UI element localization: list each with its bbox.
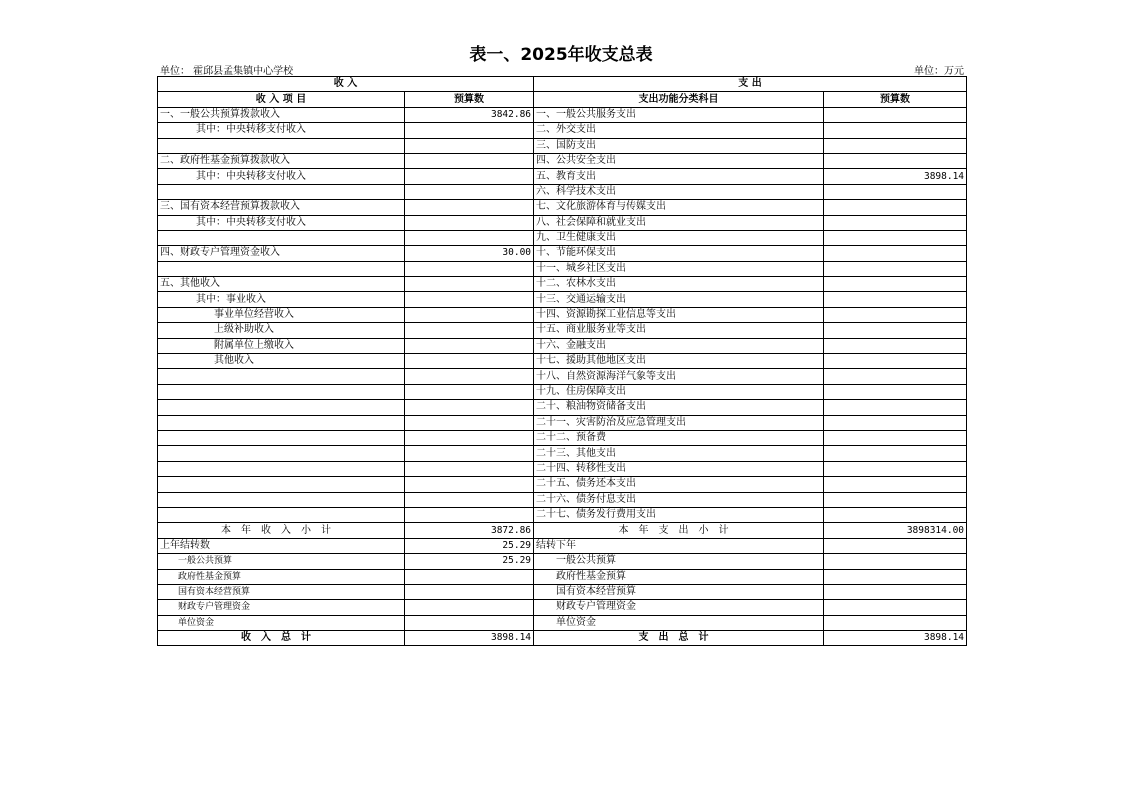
expense-value: 3898.14 [824, 169, 967, 184]
expense-item: 一般公共预算 [534, 554, 824, 569]
expense-item: 结转下年 [534, 538, 824, 553]
income-item: 一、一般公共预算拨款收入 [158, 107, 405, 122]
expense-value [824, 292, 967, 307]
expense-value [824, 415, 967, 430]
income-value [405, 123, 534, 138]
income-item: 其中：中央转移支付收入 [158, 123, 405, 138]
expense-item: 二十四、转移性支出 [534, 461, 824, 476]
table-row [158, 415, 967, 430]
expense-item: 十二、农林水支出 [534, 277, 824, 292]
income-value [405, 446, 534, 461]
expense-value [824, 277, 967, 292]
table-row [158, 461, 967, 476]
income-value [405, 338, 534, 353]
income-total-value: 3898.14 [405, 631, 534, 646]
income-item [158, 369, 405, 384]
carryover-row [158, 538, 967, 553]
section-header-row [158, 77, 967, 92]
expense-item: 一、一般公共服务支出 [534, 107, 824, 122]
income-item: 其他收入 [158, 354, 405, 369]
income-value [405, 400, 534, 415]
expense-item: 五、教育支出 [534, 169, 824, 184]
table-row [158, 200, 967, 215]
expense-value [824, 461, 967, 476]
income-value [405, 292, 534, 307]
expense-subtotal-label: 本年支出小计 [534, 523, 824, 538]
income-value [405, 200, 534, 215]
income-item: 上级补助收入 [158, 323, 405, 338]
expense-item: 四、公共安全支出 [534, 153, 824, 168]
expense-total-value: 3898.14 [824, 631, 967, 646]
income-item [158, 415, 405, 430]
expense-total-label: 支出总计 [534, 631, 824, 646]
expense-value [824, 123, 967, 138]
income-value [405, 615, 534, 630]
income-value [405, 369, 534, 384]
income-item: 其中：中央转移支付收入 [158, 215, 405, 230]
expense-value [824, 138, 967, 153]
income-value: 25.29 [405, 538, 534, 553]
income-value [405, 415, 534, 430]
expense-item: 二十七、债务发行费用支出 [534, 507, 824, 522]
income-item: 财政专户管理资金 [158, 600, 405, 615]
income-item [158, 384, 405, 399]
income-value [405, 569, 534, 584]
income-total-label: 收入总计 [158, 631, 405, 646]
income-value [405, 184, 534, 199]
income-value [405, 584, 534, 599]
expense-value [824, 354, 967, 369]
page-title: 表一、2025年收支总表 [469, 45, 653, 65]
income-value [405, 138, 534, 153]
expense-item: 单位资金 [534, 615, 824, 630]
expense-item: 十八、自然资源海洋气象等支出 [534, 369, 824, 384]
expense-value [824, 554, 967, 569]
income-value [405, 153, 534, 168]
expense-value [824, 584, 967, 599]
expense-value [824, 600, 967, 615]
income-value [405, 461, 534, 476]
expense-value [824, 492, 967, 507]
income-value [405, 477, 534, 492]
expense-subtotal-value: 3898314.00 [824, 523, 967, 538]
expense-item: 财政专户管理资金 [534, 600, 824, 615]
table-row [158, 369, 967, 384]
income-value [405, 384, 534, 399]
income-item: 二、政府性基金预算拨款收入 [158, 153, 405, 168]
expense-item: 十三、交通运输支出 [534, 292, 824, 307]
expense-value [824, 384, 967, 399]
income-item [158, 477, 405, 492]
income-subtotal-label: 本年收入小计 [158, 523, 405, 538]
table-row [158, 292, 967, 307]
income-budget-header: 预算数 [405, 92, 534, 107]
expense-value [824, 230, 967, 245]
expense-item: 二十一、灾害防治及应急管理支出 [534, 415, 824, 430]
income-value: 25.29 [405, 554, 534, 569]
income-item: 三、国有资本经营预算拨款收入 [158, 200, 405, 215]
table-row [158, 123, 967, 138]
expense-item: 十四、资源勘探工业信息等支出 [534, 307, 824, 322]
table-row [158, 584, 967, 599]
table-row [158, 507, 967, 522]
expense-value [824, 338, 967, 353]
income-value [405, 430, 534, 445]
table-row [158, 277, 967, 292]
expense-item: 二十六、债务付息支出 [534, 492, 824, 507]
income-item: 附属单位上缴收入 [158, 338, 405, 353]
income-subtotal-value: 3872.86 [405, 523, 534, 538]
income-item [158, 430, 405, 445]
income-value [405, 307, 534, 322]
table-row [158, 184, 967, 199]
expense-value [824, 430, 967, 445]
income-value [405, 600, 534, 615]
table-row [158, 430, 967, 445]
expense-item: 三、国防支出 [534, 138, 824, 153]
table-row [158, 338, 967, 353]
expense-value [824, 153, 967, 168]
unit-label-right: 单位：万元 [914, 66, 964, 77]
expense-value [824, 184, 967, 199]
expense-item: 二十五、债务还本支出 [534, 477, 824, 492]
expense-value [824, 107, 967, 122]
income-value: 3842.86 [405, 107, 534, 122]
income-value [405, 323, 534, 338]
income-item: 事业单位经营收入 [158, 307, 405, 322]
expense-item: 二十二、预备费 [534, 430, 824, 445]
table-row [158, 153, 967, 168]
expense-item: 十九、住房保障支出 [534, 384, 824, 399]
expense-value [824, 323, 967, 338]
income-item: 上年结转数 [158, 538, 405, 553]
income-item [158, 138, 405, 153]
table-row [158, 384, 967, 399]
expense-item: 八、社会保障和就业支出 [534, 215, 824, 230]
expense-budget-header: 预算数 [824, 92, 967, 107]
expense-item: 七、文化旅游体育与传媒支出 [534, 200, 824, 215]
expense-item: 十一、城乡社区支出 [534, 261, 824, 276]
income-value [405, 277, 534, 292]
income-value [405, 507, 534, 522]
income-item [158, 446, 405, 461]
unit-label-left: 单位： 霍邱县孟集镇中心学校 [160, 66, 294, 77]
expense-value [824, 215, 967, 230]
table-row [158, 477, 967, 492]
table-row [158, 569, 967, 584]
income-item: 一般公共预算 [158, 554, 405, 569]
income-value [405, 354, 534, 369]
income-value [405, 230, 534, 245]
income-value [405, 261, 534, 276]
income-value [405, 492, 534, 507]
expense-value [824, 615, 967, 630]
table-row [158, 246, 967, 261]
expense-value [824, 507, 967, 522]
expense-value [824, 446, 967, 461]
table-row [158, 492, 967, 507]
table-row [158, 230, 967, 245]
expense-item: 十、节能环保支出 [534, 246, 824, 261]
expense-value [824, 261, 967, 276]
income-value: 30.00 [405, 246, 534, 261]
income-item [158, 261, 405, 276]
expense-item: 十五、商业服务业等支出 [534, 323, 824, 338]
table-row [158, 323, 967, 338]
table-row [158, 446, 967, 461]
table-row [158, 215, 967, 230]
income-item [158, 461, 405, 476]
grand-total-row [158, 631, 967, 646]
income-item: 政府性基金预算 [158, 569, 405, 584]
expense-item: 十六、金融支出 [534, 338, 824, 353]
income-item: 四、财政专户管理资金收入 [158, 246, 405, 261]
expense-value [824, 200, 967, 215]
table-row [158, 307, 967, 322]
expense-value [824, 569, 967, 584]
table-row [158, 600, 967, 615]
table-row [158, 554, 967, 569]
subtotal-row [158, 523, 967, 538]
expense-item: 国有资本经营预算 [534, 584, 824, 599]
income-item [158, 230, 405, 245]
income-item: 其中：事业收入 [158, 292, 405, 307]
expense-value [824, 246, 967, 261]
column-header-row [158, 92, 967, 107]
table-row [158, 615, 967, 630]
income-item-header: 收 入 项 目 [158, 92, 405, 107]
expense-item: 二、外交支出 [534, 123, 824, 138]
income-value [405, 169, 534, 184]
expense-value [824, 477, 967, 492]
table-row [158, 169, 967, 184]
income-value [405, 215, 534, 230]
table-row [158, 138, 967, 153]
expense-item-header: 支出功能分类科目 [534, 92, 824, 107]
table-row [158, 107, 967, 122]
table-row [158, 354, 967, 369]
income-item: 单位资金 [158, 615, 405, 630]
expense-value [824, 400, 967, 415]
income-section-header: 收 入 [158, 77, 534, 92]
expense-item: 十七、援助其他地区支出 [534, 354, 824, 369]
income-item [158, 492, 405, 507]
expense-item: 二十三、其他支出 [534, 446, 824, 461]
expense-item: 九、卫生健康支出 [534, 230, 824, 245]
table-row [158, 400, 967, 415]
expense-value [824, 307, 967, 322]
expense-item: 二十、粮油物资储备支出 [534, 400, 824, 415]
income-item: 其中：中央转移支付收入 [158, 169, 405, 184]
table-row [158, 261, 967, 276]
budget-table [157, 76, 967, 646]
income-item [158, 184, 405, 199]
expense-item: 政府性基金预算 [534, 569, 824, 584]
income-item: 国有资本经营预算 [158, 584, 405, 599]
expense-section-header: 支 出 [534, 77, 967, 92]
income-item [158, 400, 405, 415]
expense-item: 六、科学技术支出 [534, 184, 824, 199]
income-item [158, 507, 405, 522]
income-item: 五、其他收入 [158, 277, 405, 292]
expense-value [824, 538, 967, 553]
expense-value [824, 369, 967, 384]
